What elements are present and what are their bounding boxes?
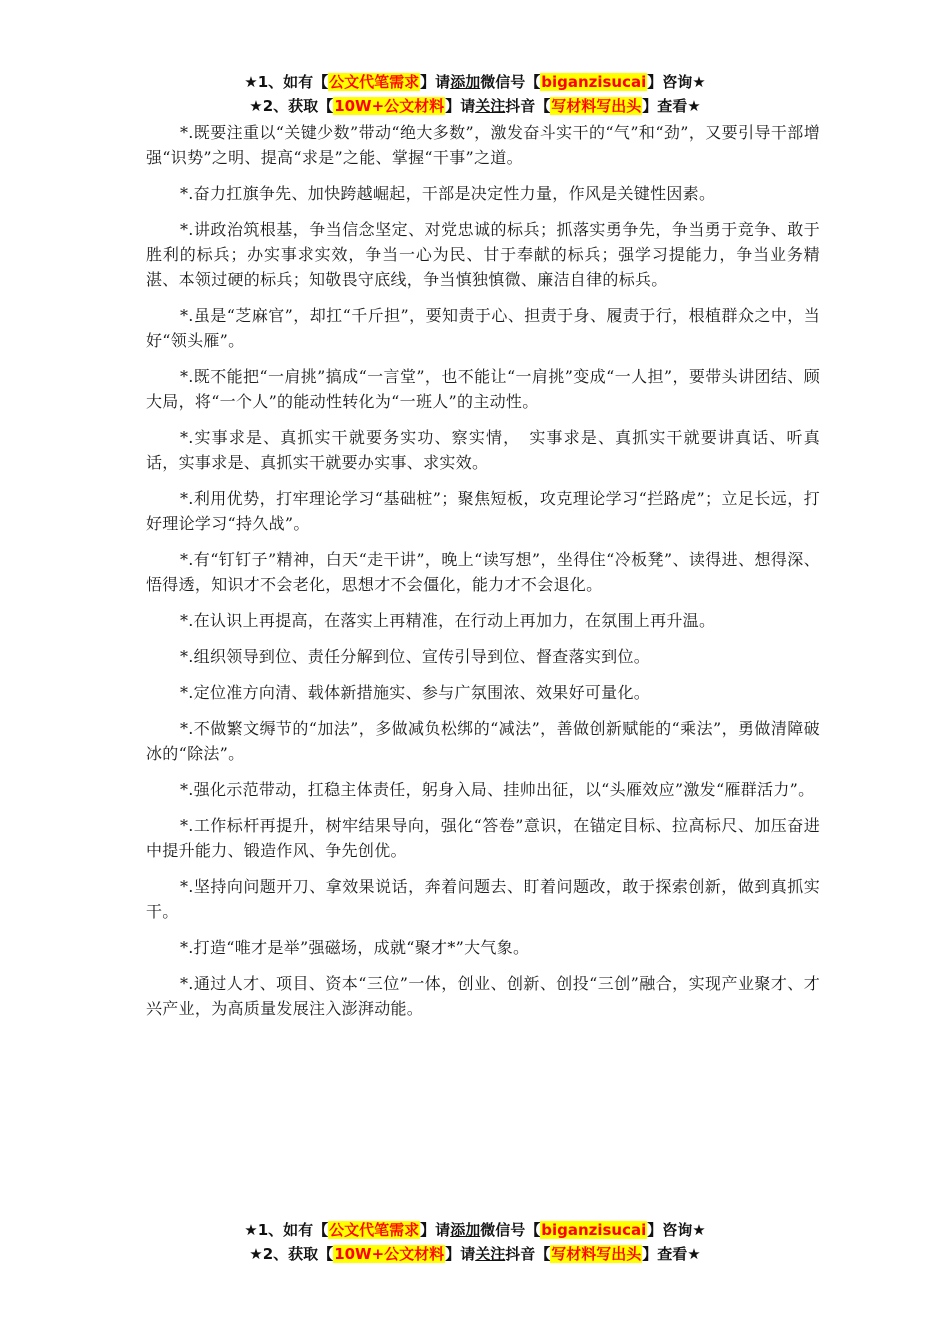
banner-text: 】请: [420, 1221, 451, 1239]
banner-text: 抖音【: [505, 97, 551, 115]
banner-text: 微信号【: [480, 1221, 541, 1239]
paragraph: *.讲政治筑根基，争当信念坚定、对党忠诚的标兵；抓落实勇争先，争当勇于竞争、敢于胜利的标兵；办实事求实效，争当一心为民、甘于奉献的标兵；强学习提能力，争当业务精湛、本领过硬的标兵；知敬畏守底线，争当慎独慎微、廉洁自律的标兵。: [146, 220, 820, 289]
banner-text: 抖音【: [505, 1245, 551, 1263]
paragraph: *.打造“唯才是举”强磁场，成就“聚才*”大气象。: [180, 938, 530, 957]
paragraph: *.通过人才、项目、资本“三位”一体，创业、创新、创投“三创”融合，实现产业聚才、才兴产业，为高质量发展注入澎湃动能。: [146, 974, 820, 1018]
footer-banner: [0, 1218, 950, 1266]
paragraph: *.实事求是、真抓实干就要务实功、察实情， 实事求是、真抓实干就要讲真话、听真话，实事求是、真抓实干就要办实事、求实效。: [146, 428, 820, 472]
paragraph: *.在认识上再提高，在落实上再精准，在行动上再加力，在氛围上再升温。: [180, 611, 716, 630]
underlined-text: 关注: [475, 97, 506, 115]
paragraph: *.利用优势，打牢理论学习“基础桩”；聚焦短板，攻克理论学习“拦路虎”；立足长远，打好理论学习“持久战”。: [146, 489, 820, 533]
banner-line-1: [0, 70, 950, 94]
banner-line-2: [0, 94, 950, 118]
highlight-text: 10W+公文材料: [334, 1245, 445, 1263]
paragraph: *.不做繁文缛节的“加法”，多做减负松绑的“减法”，善做创新赋能的“乘法”，勇做清障破冰的“除法”。: [146, 719, 820, 763]
header-banner: [0, 70, 950, 118]
banner-text: ★1、如有【: [244, 1221, 329, 1239]
highlight-text: 写材料写出头: [551, 1245, 642, 1263]
banner-text: 】请: [445, 1245, 476, 1263]
banner-text: ★2、获取【: [249, 97, 334, 115]
paragraph: *.奋力扛旗争先、加快跨越崛起，干部是决定性力量，作风是关键性因素。: [180, 184, 716, 203]
paragraph: *.既要注重以“关键少数”带动“绝大多数”，激发奋斗实干的“气”和“劲”，又要引导干部增强“识势”之明、提高“求是”之能、掌握“干事”之道。: [146, 123, 820, 167]
banner-text: 微信号【: [480, 73, 541, 91]
highlight-text: 写材料写出头: [551, 97, 642, 115]
banner-text: 】咨询★: [647, 1221, 706, 1239]
banner-text: 】请: [445, 97, 476, 115]
paragraph: *.有“钉钉子”精神，白天“走干讲”，晚上“读写想”，坐得住“冷板凳”、读得进、想得深、悟得透，知识才不会老化，思想才不会僵化，能力才不会退化。: [146, 550, 820, 594]
banner-text: ★1、如有【: [244, 73, 329, 91]
paragraph: *.坚持向问题开刀、拿效果说话，奔着问题去、盯着问题改，敢于探索创新，做到真抓实干。: [146, 877, 820, 921]
banner-text: 】咨询★: [647, 73, 706, 91]
highlight-text: 公文代笔需求: [329, 73, 420, 91]
highlight-text: biganzisucai: [541, 1221, 647, 1239]
paragraph: *.虽是“芝麻官”，却扛“千斤担”，要知责于心、担责于身、履责于行，根植群众之中，当好“领头雁”。: [146, 306, 820, 350]
banner-line-1: [0, 1218, 950, 1242]
highlight-text: 公文代笔需求: [329, 1221, 420, 1239]
paragraph: *.既不能把“一肩挑”搞成“一言堂”，也不能让“一肩挑”变成“一人担”，要带头讲团结、顾大局，将“一个人”的能动性转化为“一班人”的主动性。: [146, 367, 820, 411]
banner-text: 】查看★: [642, 97, 701, 115]
banner-text: ★2、获取【: [249, 1245, 334, 1263]
paragraph: *.定位准方向清、载体新措施实、参与广氛围浓、效果好可量化。: [180, 683, 651, 702]
banner-text: 】查看★: [642, 1245, 701, 1263]
highlight-text: 10W+公文材料: [334, 97, 445, 115]
highlight-text: biganzisucai: [541, 73, 647, 91]
paragraph: *.强化示范带动，扛稳主体责任，躬身入局、挂帅出征，以“头雁效应”激发“雁群活力”。: [180, 780, 815, 799]
underlined-text: 关注: [475, 1245, 506, 1263]
underlined-text: 添加: [450, 73, 481, 91]
banner-text: 】请: [420, 73, 451, 91]
paragraph: *.工作标杆再提升，树牢结果导向，强化“答卷”意识，在锚定目标、拉高标尺、加压奋进中提升能力、锻造作风、争先创优。: [146, 816, 820, 860]
underlined-text: 添加: [450, 1221, 481, 1239]
document-body: [146, 120, 820, 1032]
paragraph: *.组织领导到位、责任分解到位、宣传引导到位、督查落实到位。: [180, 647, 651, 666]
banner-line-2: [0, 1242, 950, 1266]
